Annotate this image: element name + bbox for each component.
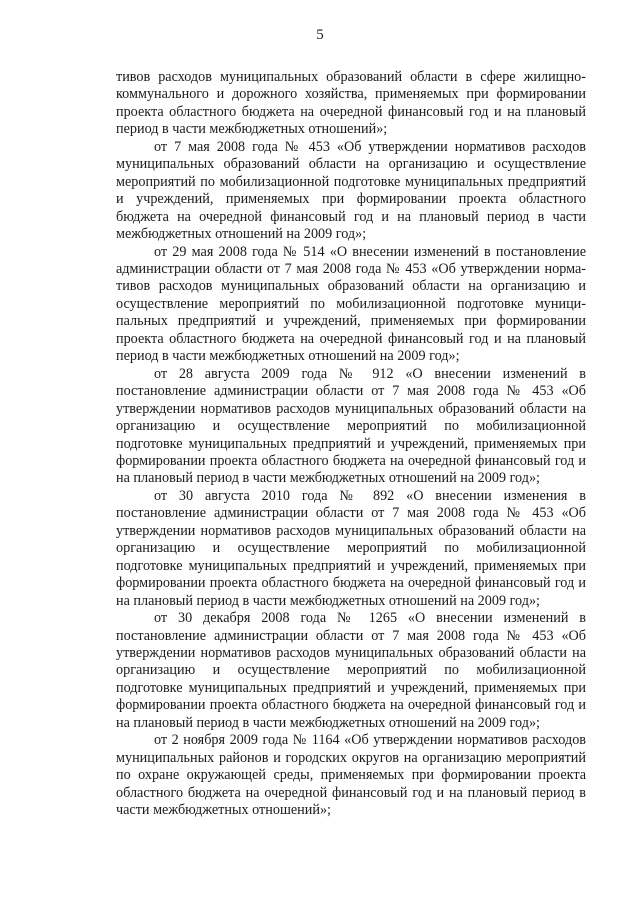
paragraph-resolution-1265: от 30 декабря 2008 года № 1265 «О внесении изменений в постановление администрации области от 7 мая 2008 года № 453 «Об утверждении нормативов расходов муниципальных образований области на организацию и осуществление мероприятий по мобилизационной подготовке муниципальных предприятий и учреждений, применяемых при формировании проекта областного бюджета на очередной финансовый год и на плановый период в части межбюджетных отношений на 2009 год»; <box>116 610 586 731</box>
paragraph-resolution-912: от 28 августа 2009 года № 912 «О внесении изменений в постановление администрации области от 7 мая 2008 года № 453 «Об утверждении нормативов расходов муниципальных образований области на организацию и осуществление мероприятий по мобилизационной подготовке муниципальных предприятий и учреждений, применяемых при формировании проекта областного бюджета на очередной финансовый год и на плановый период в части межбюджетных отношений на 2009 год»; <box>116 365 586 487</box>
paragraph-resolution-892: от 30 августа 2010 года № 892 «О внесении изменения в постановление администрации области от 7 мая 2008 года № 453 «Об утверждении нормативов расходов муниципальных образований области на организацию и осуществление мероприятий по мобилизационной подготовке муниципальных предприятий и учреждений, применяемых при формировании проекта областного бюджета на очередной финансовый год и на плановый период в части межбюджетных отношений на 2009 год»; <box>116 487 586 609</box>
paragraph-continuation: тивов расходов муниципальных образований области в сфере жилищно-коммунального и дорожного хозяйства, применяемых при формировании проекта областного бюджета на очередной финансовый год и на плановый период в части межбюджетных отношений»; <box>116 69 586 138</box>
paragraph-resolution-1164: от 2 ноября 2009 года № 1164 «Об утверждении нормативов расходов муниципальных районов и городских округов на организацию мероприятий по охране окружающей среды, применяемых при формировании проекта областного бюджета на очередной финансовый год и на плановый период в части межбюджетных отношений»; <box>116 732 586 819</box>
paragraph-resolution-453: от 7 мая 2008 года № 453 «Об утверждении нормативов расходов муниципальных образований области на организацию и осуществление мероприятий по мобилизационной подготовке муниципальных предприятий и учреждений, применяемых при формировании проекта областного бюджета на очередной финансовый год и на плановый период в части межбюджетных отношений на 2009 год»; <box>116 138 586 243</box>
page-number: 5 <box>316 27 324 43</box>
paragraph-resolution-514: от 29 мая 2008 года № 514 «О внесении изменений в постановление администрации области от 7 мая 2008 года № 453 «Об утверждении нормативов расходов муниципальных образований области на организацию и осуществление мероприятий по мобилизационной подготовке муниципальных предприятий и учреждений, применяемых при формировании проекта областного бюджета на очередной финансовый год и на плановый период в части межбюджетных отношений на 2009 год»; <box>116 243 586 365</box>
document-body <box>116 69 586 819</box>
